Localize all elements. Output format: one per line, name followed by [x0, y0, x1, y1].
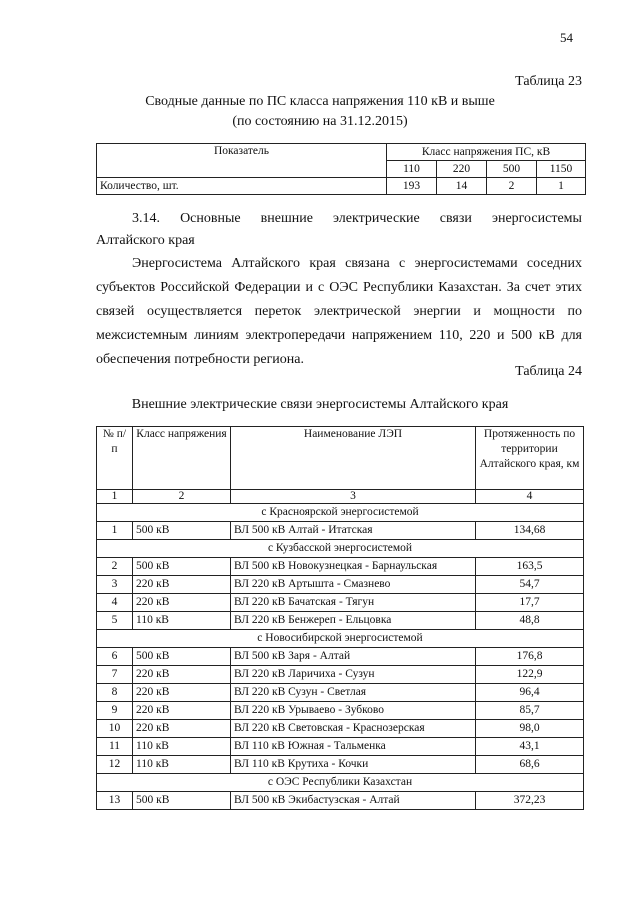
row-number: 10 [97, 720, 133, 738]
row-voltage-class: 110 кВ [133, 738, 231, 756]
table23-voltage: 220 [437, 161, 487, 178]
table24-header-class: Класс напряжения [133, 427, 231, 490]
row-line-name: ВЛ 220 кВ Бенжереп - Ельцовка [231, 612, 476, 630]
table-row [97, 792, 584, 810]
section-title-word: внешние [260, 211, 313, 226]
row-voltage-class: 110 кВ [133, 756, 231, 774]
section-title-word: электрические [333, 211, 420, 226]
table-row [97, 720, 584, 738]
table24-column-numbers [97, 490, 584, 504]
row-voltage-class: 500 кВ [133, 648, 231, 666]
row-length: 98,0 [476, 720, 584, 738]
row-voltage-class: 500 кВ [133, 522, 231, 540]
row-line-name: ВЛ 500 кВ Экибастузская - Алтай [231, 792, 476, 810]
section-title-word: связи [439, 211, 472, 226]
row-length: 43,1 [476, 738, 584, 756]
table24-header-length: Протяженность по территории Алтайского края, км [476, 427, 584, 490]
table24-group-title: с ОЭС Республики Казахстан [97, 774, 584, 792]
table-row [97, 522, 584, 540]
table-row [97, 702, 584, 720]
page-number: 54 [560, 30, 573, 45]
section-title-word: энергосистемы [491, 211, 582, 226]
row-length: 85,7 [476, 702, 584, 720]
column-number: 3 [231, 490, 476, 504]
row-number: 9 [97, 702, 133, 720]
table24 [96, 426, 584, 810]
table23-value: 193 [387, 178, 437, 195]
table24-group-title: с Красноярской энергосистемой [97, 504, 584, 522]
section-heading [132, 211, 582, 227]
table23 [96, 143, 586, 195]
table23-value: 14 [437, 178, 487, 195]
table24-group-row [97, 774, 584, 792]
table23-caption: Таблица 23 [515, 74, 582, 89]
table24-group-row [97, 630, 584, 648]
table23-voltage: 500 [487, 161, 537, 178]
row-length: 48,8 [476, 612, 584, 630]
table23-title: Сводные данные по ПС класса напряжения 110 кВ и выше [145, 94, 495, 109]
table-row [97, 594, 584, 612]
table24-group-row [97, 540, 584, 558]
row-line-name: ВЛ 220 кВ Сузун - Светлая [231, 684, 476, 702]
row-voltage-class: 110 кВ [133, 612, 231, 630]
table-row [97, 756, 584, 774]
row-number: 5 [97, 612, 133, 630]
row-number: 3 [97, 576, 133, 594]
paragraph-text: Энергосистема Алтайского края связана с энергосистемами соседних субъектов Российской Федерации и с ОЭС Республики Казахстан. За счет этих связей осуществляется переток электрической энергии и мощности по межсистемным линиям электропередачи напряжением 110, 220 и 500 кВ для обеспечения потребности региона. [96, 256, 582, 367]
table23-header-indicator: Показатель [97, 144, 387, 178]
table24-header-row [97, 427, 584, 490]
table23-value: 2 [487, 178, 537, 195]
section-number: 3.14. [132, 211, 160, 226]
row-line-name: ВЛ 220 кВ Световская - Краснозерская [231, 720, 476, 738]
row-voltage-class: 220 кВ [133, 576, 231, 594]
row-length: 163,5 [476, 558, 584, 576]
table-row [97, 558, 584, 576]
row-number: 7 [97, 666, 133, 684]
row-voltage-class: 220 кВ [133, 594, 231, 612]
row-line-name: ВЛ 220 кВ Ларичиха - Сузун [231, 666, 476, 684]
table23-voltage: 110 [387, 161, 437, 178]
column-number: 4 [476, 490, 584, 504]
table-row [97, 612, 584, 630]
table24-group-title: с Новосибирской энергосистемой [97, 630, 584, 648]
row-number: 13 [97, 792, 133, 810]
table24-group-row [97, 504, 584, 522]
row-line-name: ВЛ 500 кВ Заря - Алтай [231, 648, 476, 666]
section-title-line2: Алтайского края [96, 233, 195, 248]
row-voltage-class: 500 кВ [133, 792, 231, 810]
row-length: 96,4 [476, 684, 584, 702]
row-voltage-class: 220 кВ [133, 702, 231, 720]
row-length: 68,6 [476, 756, 584, 774]
row-number: 4 [97, 594, 133, 612]
table23-subtitle: (по состоянию на 31.12.2015) [232, 114, 408, 129]
table23-row-label: Количество, шт. [97, 178, 387, 195]
table-row [97, 738, 584, 756]
table-row [97, 648, 584, 666]
row-voltage-class: 500 кВ [133, 558, 231, 576]
row-length: 122,9 [476, 666, 584, 684]
column-number: 1 [97, 490, 133, 504]
row-voltage-class: 220 кВ [133, 666, 231, 684]
row-number: 8 [97, 684, 133, 702]
table24-group-title: с Кузбасской энергосистемой [97, 540, 584, 558]
row-line-name: ВЛ 110 кВ Южная - Тальменка [231, 738, 476, 756]
section-paragraph [96, 252, 582, 372]
table23-value: 1 [537, 178, 586, 195]
row-number: 6 [97, 648, 133, 666]
table24-header-num: № п/п [97, 427, 133, 490]
table23-voltage: 1150 [537, 161, 586, 178]
row-length: 54,7 [476, 576, 584, 594]
row-voltage-class: 220 кВ [133, 720, 231, 738]
row-line-name: ВЛ 500 кВ Алтай - Итатская [231, 522, 476, 540]
table-row [97, 684, 584, 702]
table23-header-class: Класс напряжения ПС, кВ [387, 144, 586, 161]
row-number: 2 [97, 558, 133, 576]
table24-caption: Таблица 24 [515, 364, 582, 379]
column-number: 2 [133, 490, 231, 504]
row-line-name: ВЛ 500 кВ Новокузнецкая - Барнаульская [231, 558, 476, 576]
row-number: 12 [97, 756, 133, 774]
row-length: 17,7 [476, 594, 584, 612]
row-length: 134,68 [476, 522, 584, 540]
table24-header-name: Наименование ЛЭП [231, 427, 476, 490]
row-length: 372,23 [476, 792, 584, 810]
table-row [97, 576, 584, 594]
row-line-name: ВЛ 220 кВ Урываево - Зубково [231, 702, 476, 720]
row-number: 11 [97, 738, 133, 756]
row-line-name: ВЛ 220 кВ Артышта - Смазнево [231, 576, 476, 594]
row-line-name: ВЛ 220 кВ Бачатская - Тягун [231, 594, 476, 612]
section-title-word: Основные [180, 211, 241, 226]
row-line-name: ВЛ 110 кВ Крутиха - Кочки [231, 756, 476, 774]
row-voltage-class: 220 кВ [133, 684, 231, 702]
table24-title: Внешние электрические связи энергосистемы Алтайского края [131, 397, 509, 412]
row-number: 1 [97, 522, 133, 540]
table-row [97, 666, 584, 684]
row-length: 176,8 [476, 648, 584, 666]
